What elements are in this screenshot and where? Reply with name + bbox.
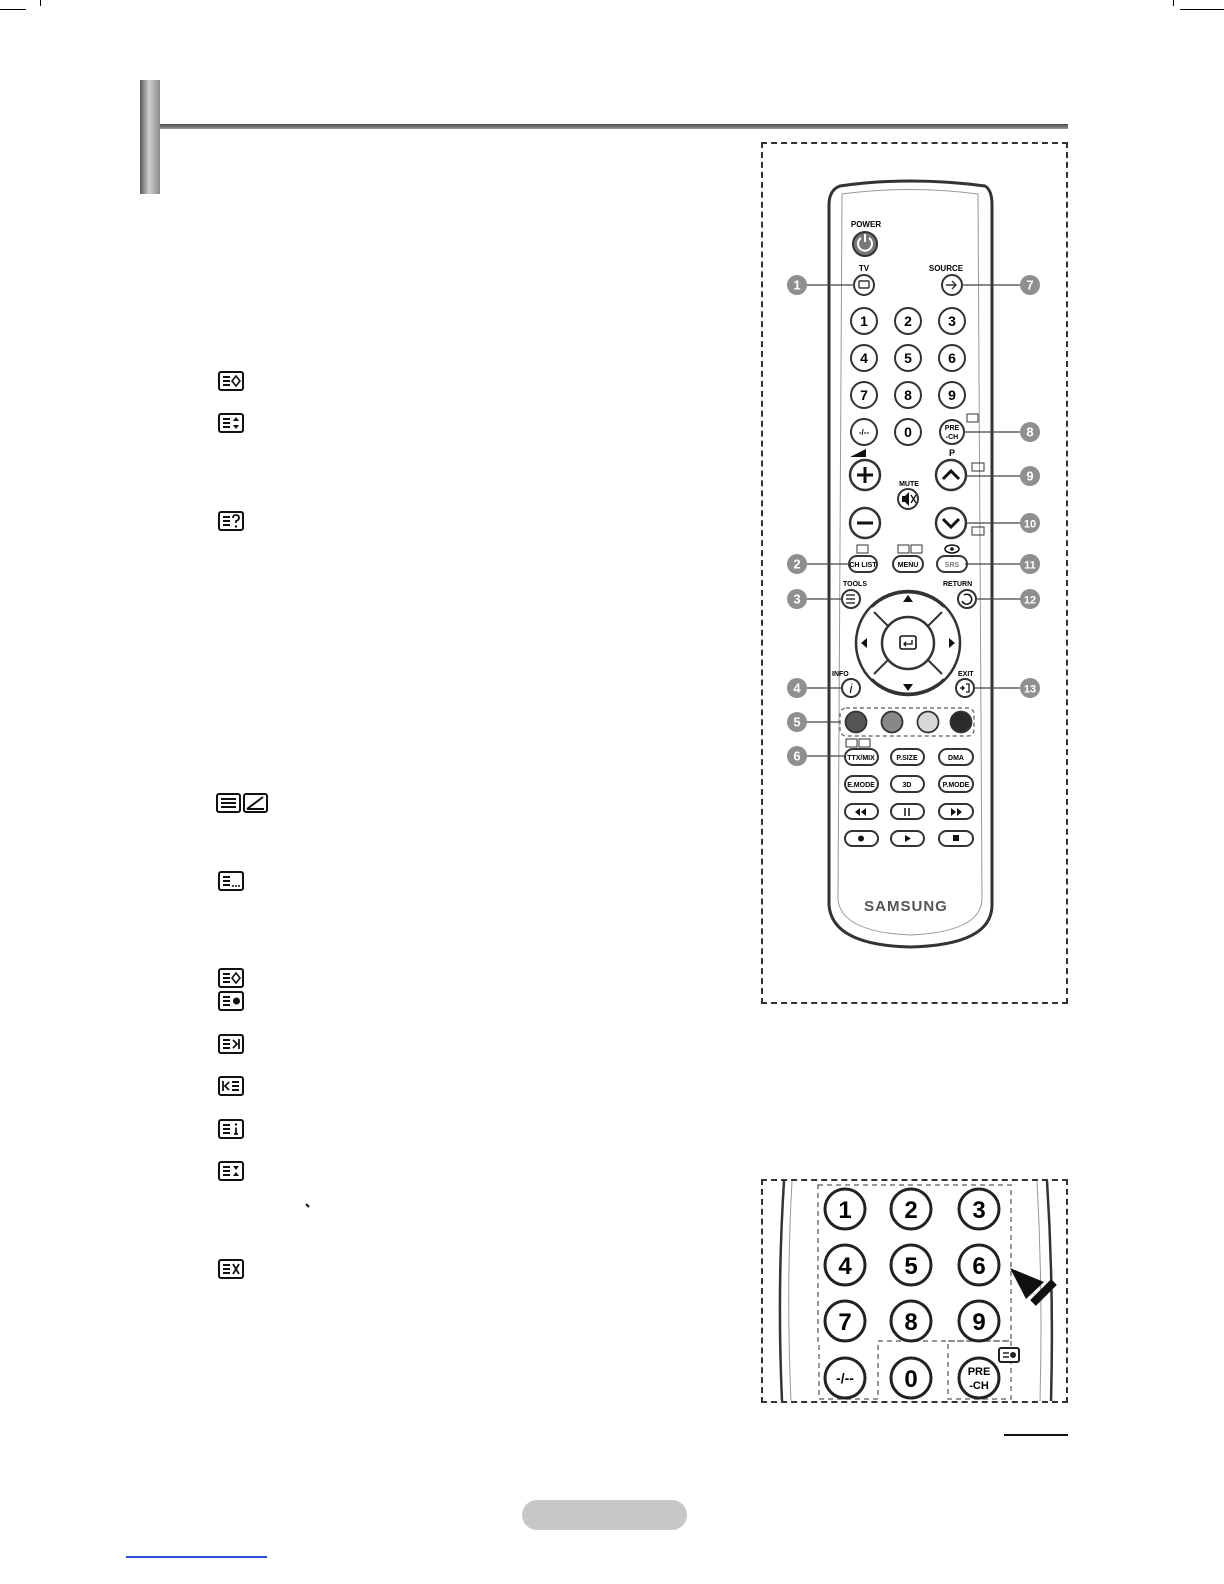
number-key-label: 6 [948, 350, 956, 366]
p-mode-label: P.MODE [942, 782, 970, 789]
channel-down-button[interactable] [936, 508, 966, 538]
dma-label: DMA [948, 755, 964, 762]
section-heading-rule [160, 124, 1068, 129]
pre-ch-label-top: PRE [967, 1366, 991, 1378]
tv-label: TV [858, 264, 870, 273]
teletext-page-down-icon [218, 1076, 244, 1096]
teletext-store-icon [218, 991, 244, 1011]
callout-number: 5 [793, 714, 801, 730]
crop-mark [0, 9, 26, 10]
ch-list-button[interactable] [849, 556, 877, 572]
number-key-large-8[interactable] [891, 1301, 931, 1341]
number-key-large-6[interactable] [959, 1245, 999, 1285]
pre-ch-label-bottom: -CH [945, 434, 959, 441]
number-key-label: -/-- [836, 1370, 854, 1386]
tools-button[interactable] [842, 590, 860, 608]
callout-number: 3 [793, 591, 801, 607]
play-button[interactable] [891, 831, 924, 846]
callout-number: 13 [1023, 683, 1037, 696]
three-d-label: 3D [902, 782, 912, 789]
info-icon: i [849, 681, 853, 696]
exit-button[interactable] [956, 679, 974, 697]
number-key-label: 7 [860, 387, 868, 403]
fast-forward-button[interactable] [939, 804, 973, 819]
teletext-hold-icon [218, 371, 244, 391]
number-key-label: 3 [948, 313, 956, 329]
crop-mark [1180, 9, 1224, 10]
teletext-index-icon [218, 1119, 244, 1139]
e-mode-button[interactable] [845, 776, 878, 792]
callout-number: 11 [1024, 559, 1036, 572]
callout-number: 9 [1026, 468, 1034, 484]
number-key-label: 7 [838, 1309, 852, 1336]
callout-badge-13 [1020, 678, 1040, 698]
callout-number: 4 [793, 680, 801, 696]
callout-number: 7 [1026, 277, 1034, 293]
return-label: RETURN [943, 581, 973, 588]
callout-badge-3 [787, 589, 807, 609]
number-key-6[interactable] [939, 345, 965, 371]
color-key-1[interactable] [846, 712, 867, 733]
ttx-mix-label: TTX/MIX [847, 755, 875, 762]
dma-button[interactable] [939, 749, 973, 765]
callout-number: 2 [793, 556, 801, 572]
color-key-3[interactable] [918, 712, 939, 733]
number-key-label: 6 [972, 1253, 986, 1280]
number-key-large-4[interactable] [825, 1245, 865, 1285]
rewind-button[interactable] [845, 804, 878, 819]
section-heading-bar [140, 80, 160, 194]
record-button[interactable] [845, 831, 878, 846]
brand-logo: SAMSUNG [864, 898, 948, 915]
number-key-label: 1 [838, 1197, 852, 1224]
p-mode-button[interactable] [939, 776, 973, 792]
remote-control-illustration [763, 144, 1066, 1002]
mute-button[interactable] [898, 489, 918, 509]
number-key-large-2[interactable] [891, 1189, 931, 1229]
pre-ch-button[interactable] [940, 420, 964, 444]
callout-badge-7 [1020, 275, 1040, 295]
number-key-3[interactable] [939, 308, 965, 334]
channel-label: P [948, 448, 956, 458]
number-key-4[interactable] [851, 345, 877, 371]
number-key-label: 9 [948, 387, 956, 403]
stop-button[interactable] [939, 831, 973, 846]
number-key-large-7[interactable] [825, 1301, 865, 1341]
number-key-large-9[interactable] [959, 1301, 999, 1341]
callout-badge-10 [1020, 513, 1040, 533]
callout-badge-9 [1020, 466, 1040, 486]
p-size-label: P.SIZE [896, 755, 918, 762]
number-key-label: 5 [904, 350, 912, 366]
e-mode-label: E.MODE [847, 782, 875, 789]
callout-badge-11 [1020, 554, 1040, 574]
record-icon [858, 836, 864, 842]
stray-mark [304, 1202, 312, 1210]
p-size-button[interactable] [891, 749, 924, 765]
number-key-large-3[interactable] [959, 1189, 999, 1229]
teletext-page-up-icon [218, 1034, 244, 1054]
ch-list-label: CH LIST [849, 562, 877, 569]
callout-number: 1 [793, 277, 801, 293]
source-label: SOURCE [928, 264, 964, 273]
exit-label: EXIT [958, 671, 974, 678]
return-button[interactable] [958, 590, 976, 608]
number-key-label: 8 [904, 387, 912, 403]
page-number-pill [522, 1500, 687, 1530]
ttx-mix-button[interactable] [845, 749, 878, 765]
number-key-label: 1 [860, 313, 868, 329]
source-button[interactable] [942, 275, 962, 295]
number-key-label: 4 [838, 1253, 852, 1280]
navigation-pad [856, 591, 960, 695]
color-key-2[interactable] [882, 712, 903, 733]
pre-ch-label-top: PRE [944, 425, 960, 432]
number-key-label: 0 [904, 424, 912, 440]
number-key-label: 8 [904, 1309, 918, 1336]
teletext-reveal-icon [218, 511, 244, 531]
menu-label: MENU [897, 562, 919, 569]
srs-label: SRS [944, 562, 960, 569]
crop-mark [40, 0, 41, 6]
number-key-label: 3 [972, 1197, 986, 1224]
number-key-label: 9 [972, 1309, 986, 1336]
srs-button[interactable] [937, 556, 967, 572]
number-key-dash[interactable] [851, 419, 877, 445]
continued-rule [1004, 1434, 1068, 1436]
menu-button[interactable] [893, 556, 923, 572]
number-key-label: 2 [904, 1197, 918, 1224]
volume-up-button[interactable] [850, 460, 880, 490]
info-label: INFO [832, 671, 849, 678]
crop-mark [1173, 0, 1174, 6]
callout-badge-8 [1020, 422, 1040, 442]
number-key-large-5[interactable] [891, 1245, 931, 1285]
number-key-label: 2 [904, 313, 912, 329]
tv-button[interactable] [854, 275, 874, 295]
number-key-5[interactable] [895, 345, 921, 371]
footer-link-underline [126, 1556, 267, 1558]
pre-ch-label-bottom: -CH [969, 1380, 989, 1392]
power-label: POWER [850, 220, 882, 229]
callout-badge-12 [1020, 589, 1040, 609]
callout-badge-4 [787, 678, 807, 698]
number-key-0[interactable] [895, 419, 921, 445]
callout-badge-5 [787, 712, 807, 732]
number-keys-detail-illustration [763, 1181, 1066, 1401]
mute-label: MUTE [899, 481, 919, 488]
tools-label: TOOLS [843, 581, 867, 588]
channel-up-button[interactable] [936, 460, 966, 490]
color-key-4[interactable] [951, 712, 972, 733]
teletext-mode-icon [218, 1161, 244, 1181]
callout-number: 12 [1023, 594, 1037, 607]
teletext-mix-icon [216, 793, 268, 813]
callout-number: 6 [793, 748, 801, 764]
number-key-8[interactable] [895, 382, 921, 408]
callout-badge-1 [787, 275, 807, 295]
teletext-cancel-icon [218, 1259, 244, 1279]
number-key-1[interactable] [851, 308, 877, 334]
number-key-label: 5 [904, 1253, 918, 1280]
pre-ch-button-large[interactable] [959, 1358, 999, 1398]
number-key-label: 4 [860, 350, 868, 366]
number-key-label: 0 [904, 1366, 918, 1393]
number-key-2[interactable] [895, 308, 921, 334]
number-key-large-dash[interactable] [825, 1358, 865, 1398]
callout-badge-6 [787, 746, 807, 766]
power-button[interactable] [853, 232, 877, 256]
volume-down-button[interactable] [850, 508, 880, 538]
number-key-7[interactable] [851, 382, 877, 408]
number-key-label: -/-- [858, 428, 870, 437]
callout-number: 10 [1023, 518, 1037, 531]
pause-button[interactable] [891, 804, 924, 819]
teletext-size-icon [218, 413, 244, 433]
number-key-large-1[interactable] [825, 1189, 865, 1229]
teletext-sub-page-icon [218, 871, 244, 891]
number-key-large-0[interactable] [891, 1358, 931, 1398]
teletext-display-icon [218, 968, 244, 988]
three-d-button[interactable] [891, 776, 924, 792]
callout-number: 8 [1026, 424, 1034, 440]
callout-badge-2 [787, 554, 807, 574]
number-key-9[interactable] [939, 382, 965, 408]
stop-icon [953, 835, 959, 841]
info-button[interactable] [842, 679, 860, 697]
